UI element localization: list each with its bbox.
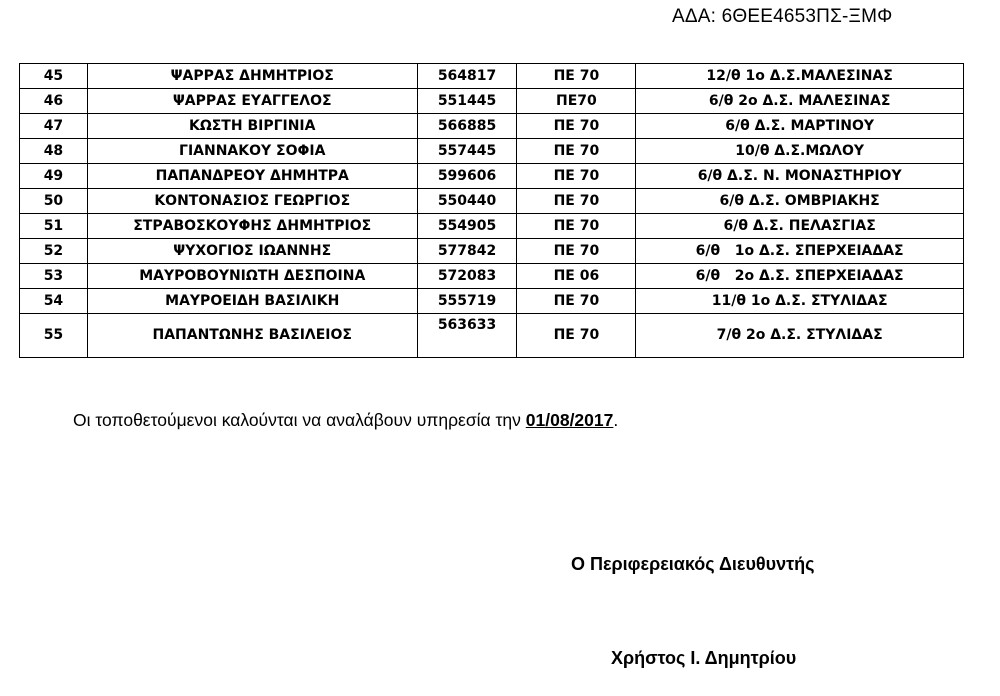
specialty: ΠΕ 70 [517,314,636,358]
teacher-name: ΜΑΥΡΟΕΙΔΗ ΒΑΣΙΛΙΚΗ [87,289,417,314]
registry-number: 572083 [417,264,517,289]
school-assignment: 6/θ Δ.Σ. ΠΕΛΑΣΓΙΑΣ [636,214,964,239]
placement-table [19,63,964,358]
row-number: 54 [20,289,88,314]
specialty: ΠΕ 70 [517,189,636,214]
row-number: 47 [20,114,88,139]
table-row [20,189,964,214]
specialty: ΠΕ 70 [517,139,636,164]
registry-number: 599606 [417,164,517,189]
specialty: ΠΕ 70 [517,239,636,264]
row-number: 46 [20,89,88,114]
specialty: ΠΕ 70 [517,164,636,189]
school-assignment: 6/θ 1ο Δ.Σ. ΣΠΕΡΧΕΙΑΔΑΣ [636,239,964,264]
school-assignment: 6/θ Δ.Σ. Ν. ΜΟΝΑΣΤΗΡΙΟΥ [636,164,964,189]
signer-name: Χρήστος Ι. Δημητρίου [611,648,797,668]
table-row [20,64,964,89]
specialty: ΠΕ 70 [517,114,636,139]
table-row [20,264,964,289]
registry-number: 554905 [417,214,517,239]
teacher-name: ΨΥΧΟΓΙΟΣ ΙΩΑΝΝΗΣ [87,239,417,264]
school-assignment: 6/θ Δ.Σ. ΜΑΡΤΙΝΟΥ [636,114,964,139]
registry-number: 577842 [417,239,517,264]
table-row [20,164,964,189]
table-row [20,114,964,139]
registry-number: 550440 [417,189,517,214]
registry-number: 566885 [417,114,517,139]
start-date: 01/08/2017 [525,410,614,430]
specialty: ΠΕ 70 [517,289,636,314]
row-number: 49 [20,164,88,189]
row-number: 55 [20,314,88,358]
row-number: 48 [20,139,88,164]
teacher-name: ΚΩΣΤΗ ΒΙΡΓΙΝΙΑ [87,114,417,139]
school-assignment: 6/θ 2ο Δ.Σ. ΜΑΛΕΣΙΝΑΣ [636,89,964,114]
table-row [20,139,964,164]
teacher-name: ΓΙΑΝΝΑΚΟΥ ΣΟΦΙΑ [87,139,417,164]
table-row [20,89,964,114]
school-assignment: 6/θ Δ.Σ. ΟΜΒΡΙΑΚΗΣ [636,189,964,214]
registry-number: 551445 [417,89,517,114]
director-title: Ο Περιφερειακός Διευθυντής [571,554,815,574]
table-row [20,314,964,358]
school-assignment: 7/θ 2ο Δ.Σ. ΣΤΥΛΙΔΑΣ [636,314,964,358]
teacher-name: ΜΑΥΡΟΒΟΥΝΙΩΤΗ ΔΕΣΠΟΙΝΑ [87,264,417,289]
row-number: 50 [20,189,88,214]
teacher-name: ΨΑΡΡΑΣ ΔΗΜΗΤΡΙΟΣ [87,64,417,89]
teacher-name: ΨΑΡΡΑΣ ΕΥΑΓΓΕΛΟΣ [87,89,417,114]
table-row [20,289,964,314]
notice-body: Οι τοποθετούμενοι καλούνται να αναλάβουν υπηρεσία την [73,410,526,430]
notice-text [73,410,618,431]
specialty: ΠΕ 70 [517,64,636,89]
table-row [20,214,964,239]
school-assignment: 6/θ 2ο Δ.Σ. ΣΠΕΡΧΕΙΑΔΑΣ [636,264,964,289]
school-assignment: 11/θ 1ο Δ.Σ. ΣΤΥΛΙΔΑΣ [636,289,964,314]
teacher-name: ΚΟΝΤΟΝΑΣΙΟΣ ΓΕΩΡΓΙΟΣ [87,189,417,214]
specialty: ΠΕ 06 [517,264,636,289]
row-number: 51 [20,214,88,239]
school-assignment: 10/θ Δ.Σ.ΜΩΛΟΥ [636,139,964,164]
teacher-name: ΠΑΠΑΝΤΩΝΗΣ ΒΑΣΙΛΕΙΟΣ [87,314,417,358]
registry-number: 557445 [417,139,517,164]
ada-code: ΑΔΑ: 6ΘΕΕ4653ΠΣ-ΞΜΦ [672,6,893,27]
table-row [20,239,964,264]
row-number: 45 [20,64,88,89]
row-number: 52 [20,239,88,264]
teacher-name: ΣΤΡΑΒΟΣΚΟΥΦΗΣ ΔΗΜΗΤΡΙΟΣ [87,214,417,239]
registry-number: 564817 [417,64,517,89]
specialty: ΠΕ 70 [517,214,636,239]
teacher-name: ΠΑΠΑΝΔΡΕΟΥ ΔΗΜΗΤΡΑ [87,164,417,189]
specialty: ΠΕ70 [517,89,636,114]
notice-suffix: . [613,410,619,430]
row-number: 53 [20,264,88,289]
school-assignment: 12/θ 1ο Δ.Σ.ΜΑΛΕΣΙΝΑΣ [636,64,964,89]
registry-number: 555719 [417,289,517,314]
registry-number: 563633 [417,314,517,358]
